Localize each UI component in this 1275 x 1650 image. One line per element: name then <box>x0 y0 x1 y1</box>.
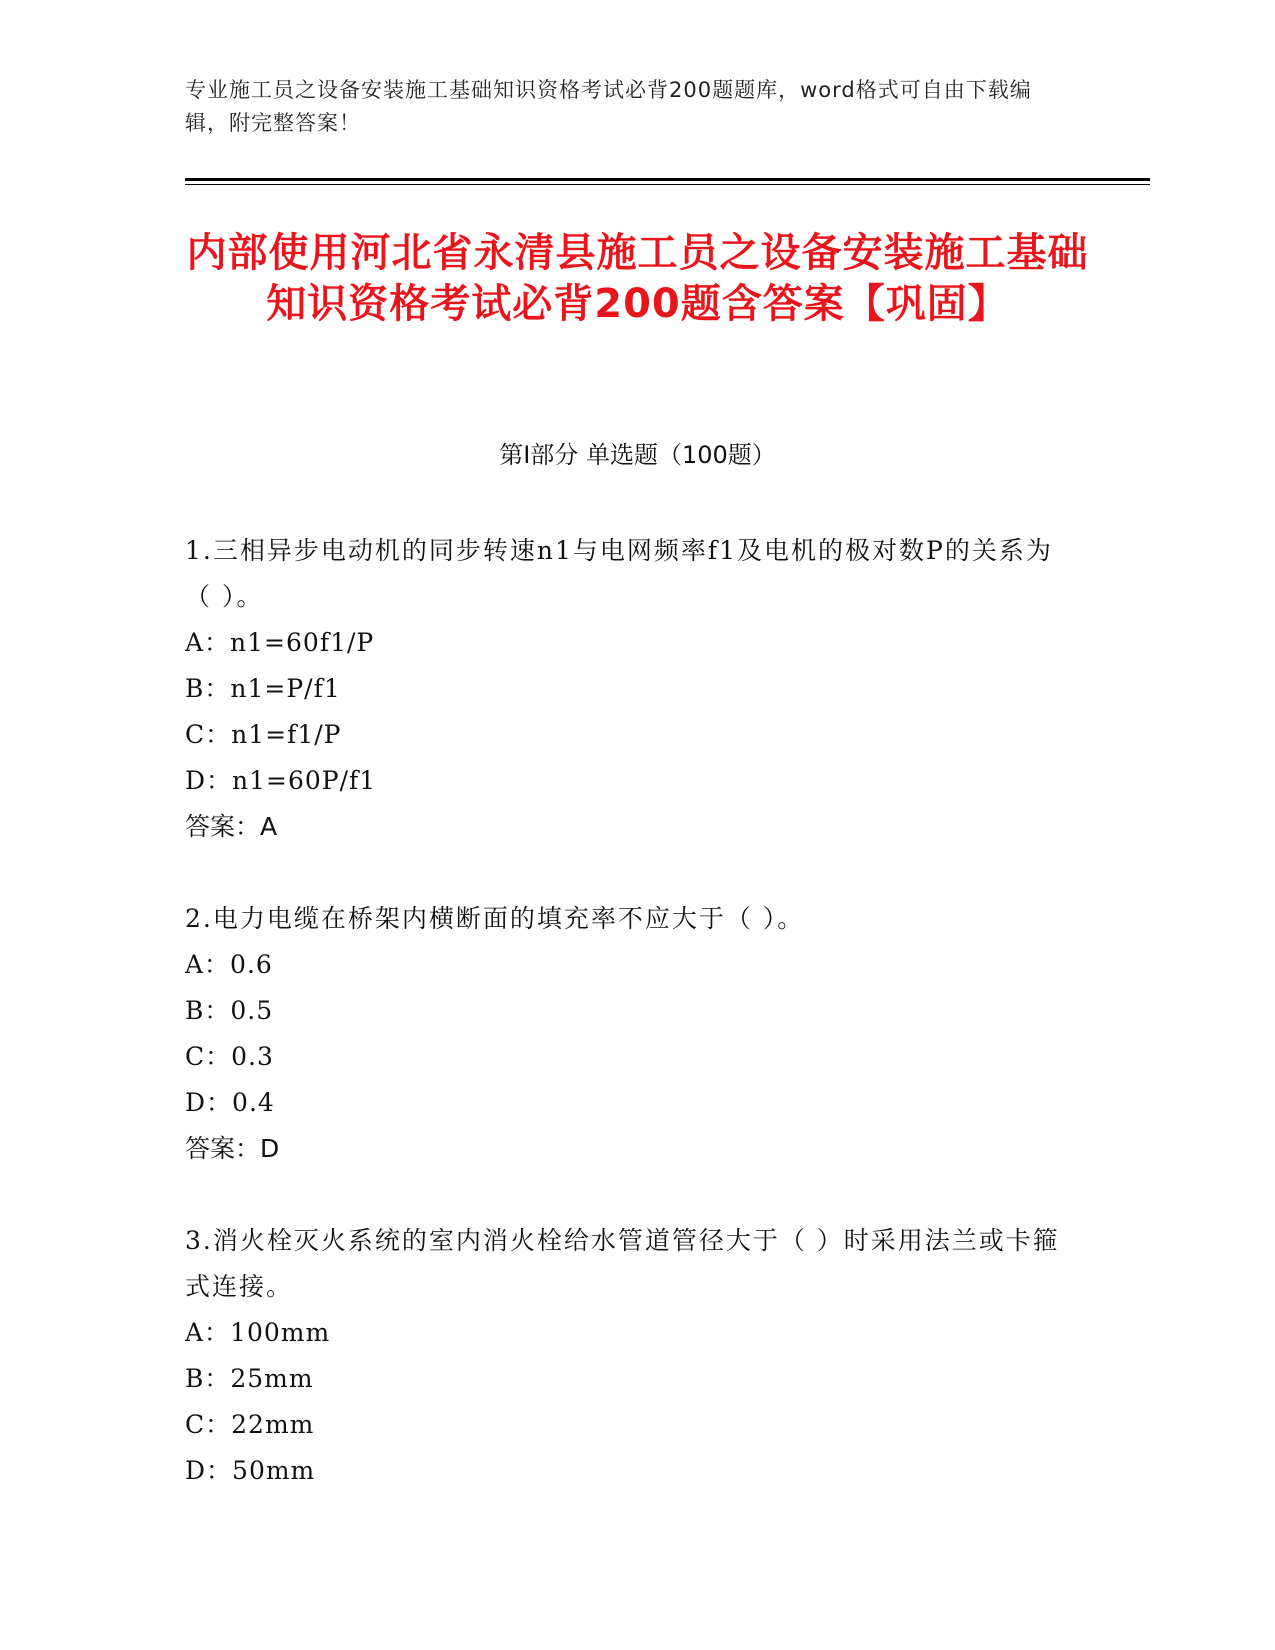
question-stem: 1.三相异步电动机的同步转速n1与电网频率f1及电机的极对数P的关系为（ ）。 <box>185 536 1053 611</box>
option-a: A：n1=60f1/P <box>185 628 375 657</box>
option-c: C：22mm <box>185 1410 315 1439</box>
header-note: 专业施工员之设备安装施工基础知识资格考试必背200题题库，word格式可自由下载编辑，附完整答案！ <box>185 78 1032 135</box>
answer-line: 答案：A <box>185 812 278 841</box>
answer-line: 答案：D <box>185 1134 280 1163</box>
header-divider-thick <box>185 178 1150 181</box>
question-stem: 3.消火栓灭火系统的室内消火栓给水管道管径大于（ ）时采用法兰或卡箍式连接。 <box>185 1226 1060 1301</box>
option-a: A：100mm <box>185 1318 331 1347</box>
option-d: D：n1=60P/f1 <box>185 766 377 795</box>
option-a: A：0.6 <box>185 950 273 979</box>
header-divider-thin <box>185 184 1150 185</box>
question-3 <box>185 1218 1075 1494</box>
section-title: 第I部分 单选题（100题） <box>499 441 776 469</box>
document-title: 内部使用河北省永清县施工员之设备安装施工基础知识资格考试必背200题含答案【巩固】 <box>186 230 1089 327</box>
question-2 <box>185 896 1075 1172</box>
question-stem: 2.电力电缆在桥架内横断面的填充率不应大于（ ）。 <box>185 904 805 933</box>
option-c: C：0.3 <box>185 1042 274 1071</box>
option-d: D：0.4 <box>185 1088 275 1117</box>
option-b: B：n1=P/f1 <box>185 674 341 703</box>
option-b: B：0.5 <box>185 996 274 1025</box>
option-b: B：25mm <box>185 1364 314 1393</box>
question-list <box>185 528 1075 1540</box>
option-c: C：n1=f1/P <box>185 720 342 749</box>
option-d: D：50mm <box>185 1456 316 1485</box>
question-1 <box>185 528 1075 850</box>
